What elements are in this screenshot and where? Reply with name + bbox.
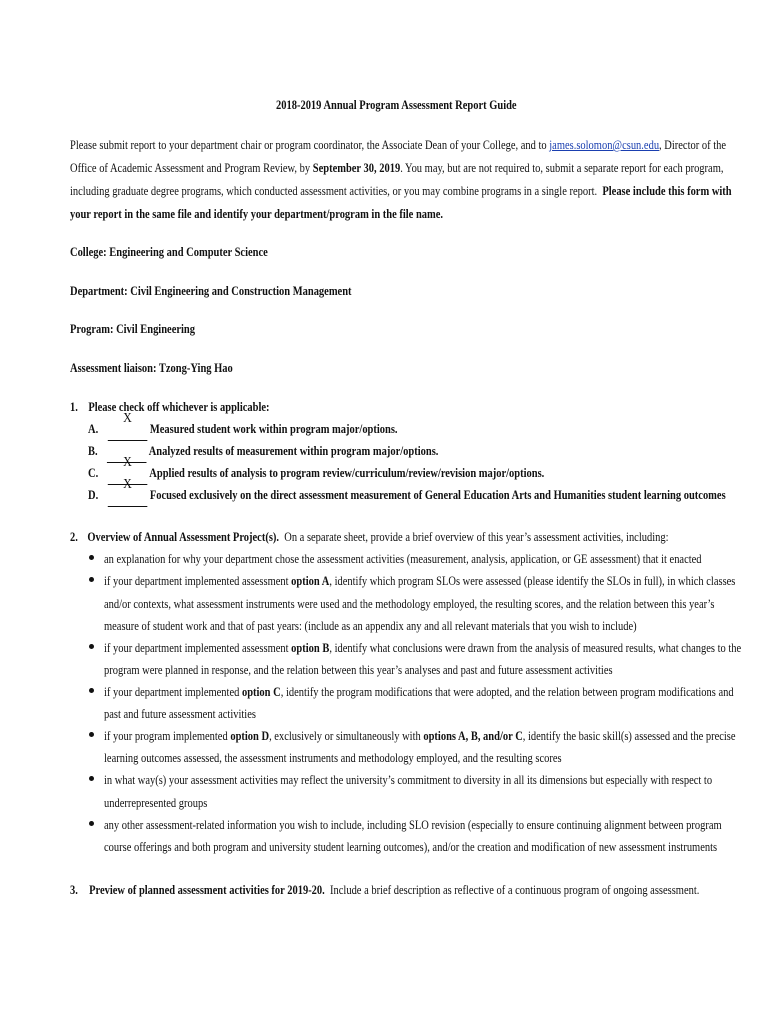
intro-text: including graduate degree programs, which conducted assessment activities, or you may combine programs in a single report. xyxy=(70,184,603,198)
option-letter: D. xyxy=(88,488,99,502)
check-mark: X xyxy=(123,411,132,426)
option-a[interactable] xyxy=(88,411,398,441)
check-mark: X xyxy=(123,455,132,470)
bullet-text: if your program implemented xyxy=(104,729,231,743)
bullet-text: , identify what conclusions were drawn from the analysis of measured results, what changes to the xyxy=(329,641,742,655)
bullet-text: if your department implemented xyxy=(104,685,242,699)
bullet-icon xyxy=(89,732,94,737)
bullet-text: if your department implemented assessment xyxy=(104,574,292,588)
option-d[interactable] xyxy=(88,477,726,507)
option-label: option D xyxy=(230,729,270,743)
bullet-text: , identify the basic skill(s) assessed and the precise xyxy=(522,729,736,743)
option-label: options A, B, and/or C xyxy=(423,729,523,743)
bullet-icon xyxy=(89,555,94,560)
option-text: Analyzed results of measurement within program major/options. xyxy=(148,444,439,458)
intro-text: Office of Academic Assessment and Program Review, by xyxy=(70,161,313,175)
bullet-4-line-1 xyxy=(104,681,734,703)
option-text: Applied results of analysis to program review/curriculum/review/revision major/options. xyxy=(149,466,545,480)
option-letter: B. xyxy=(88,444,98,458)
section-number: 3. xyxy=(70,883,78,897)
bullet-text: , identify the program modifications that were adopted, and the relation between program modifications and xyxy=(280,685,734,699)
intro-text: . You may, but are not required to, submit a separate report for each program, xyxy=(400,161,724,175)
option-text: Measured student work within program major/options. xyxy=(149,422,398,436)
bullet-3-line-1 xyxy=(104,637,741,659)
option-label: option C xyxy=(241,685,281,699)
section-description: On a separate sheet, provide a brief overview of this year’s assessment activities, including: xyxy=(279,530,669,544)
program-field: Program: Civil Engineering xyxy=(70,322,195,336)
intro-line-4: your report in the same file and identify your department/program in the file name. xyxy=(70,207,444,221)
bullet-icon xyxy=(89,821,94,826)
bullet-text: , exclusively or simultaneously with xyxy=(269,729,424,743)
option-letter: A. xyxy=(88,422,99,436)
bullet-5-line-2: learning outcomes assessed, the assessment instruments and methodology employed, and the resulting scores xyxy=(104,751,562,765)
option-c[interactable] xyxy=(88,455,545,485)
bullet-6-line-1: in what way(s) your assessment activities may reflect the university’s commitment to diversity in all its dimensions but especially with respect to xyxy=(104,773,713,787)
bullet-icon xyxy=(89,577,94,582)
intro-text: , Director of the xyxy=(659,138,727,152)
check-mark: X xyxy=(123,477,132,492)
department-field: Department: Civil Engineering and Construction Management xyxy=(70,284,352,298)
bullet-1-text: an explanation for why your department chose the assessment activities (measurement, analysis, application, or GE assessment) that it enacted xyxy=(104,552,702,566)
bullet-icon xyxy=(89,776,94,781)
intro-instruction: Please include this form with xyxy=(602,184,732,198)
bullet-5-line-1 xyxy=(104,725,736,747)
option-letter: C. xyxy=(88,466,99,480)
section2-heading xyxy=(70,526,669,548)
page-title: 2018-2019 Annual Program Assessment Report Guide xyxy=(276,98,517,112)
section1-heading: 1. Please check off whichever is applicable: xyxy=(70,400,270,414)
bullet-2-line-2: and/or contexts, what assessment instruments were used and the methodology employed, the resulting scores, and the relation between this year’s xyxy=(104,597,715,611)
intro-line-3 xyxy=(70,180,732,202)
intro-line-1 xyxy=(70,134,726,156)
bullet-icon xyxy=(89,644,94,649)
section-title: Preview of planned assessment activities for 2019-20. xyxy=(89,883,325,897)
checkbox-blank[interactable] xyxy=(108,477,148,507)
bullet-text: , identify which program SLOs were assessed (please identify the SLOs in full), in which classes xyxy=(329,574,736,588)
section-number: 2. xyxy=(70,530,78,544)
section-description: Include a brief description as reflective of a continuous program of ongoing assessment. xyxy=(324,883,700,897)
bullet-2-line-1 xyxy=(104,570,735,592)
bullet-6-line-2: underrepresented groups xyxy=(104,796,208,810)
deadline-text: September 30, 2019 xyxy=(312,161,401,175)
bullet-7-line-1: any other assessment-related information you wish to include, including SLO revision (especially to ensure continuing alignment between program xyxy=(104,818,722,832)
intro-text: Please submit report to your department chair or program coordinator, the Associate Dean of your College, and to xyxy=(70,138,550,152)
email-link[interactable]: james.solomon@csun.edu xyxy=(549,138,660,152)
bullet-4-line-2: past and future assessment activities xyxy=(104,707,256,721)
bullet-7-line-2: course offerings and both program and university student learning outcomes), and/or the creation and modification of new assessment instruments xyxy=(104,840,718,854)
liaison-field: Assessment liaison: Tzong-Ying Hao xyxy=(70,361,233,375)
option-text: Focused exclusively on the direct assessment measurement of General Education Arts and Humanities student learning outcomes xyxy=(149,488,726,502)
bullet-2-line-3: measure of student work and that of past years: (include as an appendix any and all relevant materials that you wish to include) xyxy=(104,619,637,633)
checkbox-blank[interactable] xyxy=(108,411,148,441)
section-title: Overview of Annual Assessment Project(s). xyxy=(87,530,280,544)
bullet-icon xyxy=(89,688,94,693)
bullet-text: if your department implemented assessment xyxy=(104,641,292,655)
option-label: option A xyxy=(291,574,330,588)
bullet-3-line-2: program were planned in response, and the relation between this year’s analyses and past and future assessment activities xyxy=(104,663,613,677)
section3-heading xyxy=(70,879,699,901)
option-label: option B xyxy=(291,641,330,655)
intro-line-2 xyxy=(70,157,723,179)
college-field: College: Engineering and Computer Science xyxy=(70,245,268,259)
